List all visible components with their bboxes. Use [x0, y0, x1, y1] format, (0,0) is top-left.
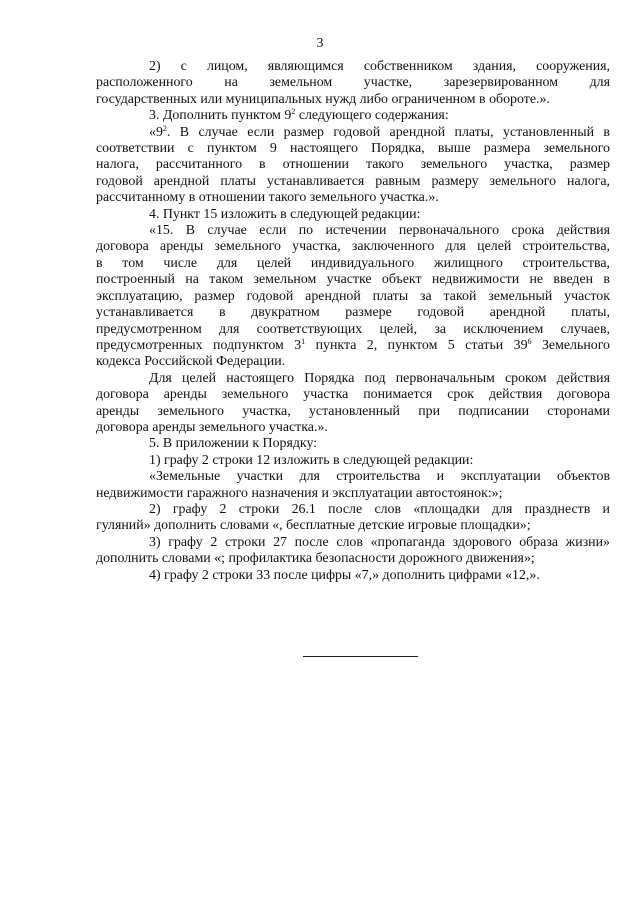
paragraph	[96, 108, 610, 124]
paragraph	[96, 502, 610, 535]
text-line: в том числе для целей индивидуального жилищного строительства,	[96, 255, 610, 271]
text-line: договора аренды земельного участка, заключенного для целей строительства,	[96, 239, 610, 255]
text-line: устанавливается в двукратном размере годовой арендной платы,	[96, 305, 610, 321]
paragraph	[96, 453, 610, 469]
text-line: 4) графу 2 строки 33 после цифры «7,» дополнить цифрами «12,».	[149, 567, 540, 583]
text-line: государственных или муниципальных нужд либо ограниченном в обороте.».	[96, 91, 550, 107]
text-line: предусмотренных подпунктом $3^1$ пункта 2, пунктом 5 статьи $39^6$ Земельного	[96, 336, 610, 353]
text-line: соответствии с пунктом 9 настоящего Порядка, выше размера земельного	[96, 141, 610, 157]
text-line: договора аренды земельного участка.».	[96, 419, 328, 435]
text-line: построенный на таком земельном участке объект недвижимости не введен в	[96, 272, 610, 288]
paragraph	[96, 568, 610, 584]
text-line: 1) графу 2 строки 12 изложить в следующей редакции:	[149, 452, 474, 468]
text-line: налога, рассчитанного в отношении такого земельного участка, размер	[96, 157, 610, 173]
text-line: 4. Пункт 15 изложить в следующей редакции:	[149, 206, 421, 222]
text-line: 3. Дополнить пунктом $9^2$ следующего содержания:	[149, 107, 449, 124]
paragraph	[96, 125, 610, 207]
paragraph	[96, 223, 610, 371]
paragraph	[96, 207, 610, 223]
text-line: «$9^2$. В случае если размер годовой арендной платы, установленный в	[149, 123, 610, 140]
paragraph	[96, 469, 610, 502]
paragraph	[96, 59, 610, 108]
text-line: «15. В случае если по истечении первоначального срока действия	[149, 223, 610, 239]
text-line: дополнить словами «; профилактика безопасности дорожного движения»;	[96, 551, 535, 567]
text-line: «Земельные участки для строительства и эксплуатации объектов	[149, 469, 610, 485]
text-line: 3) графу 2 строки 27 после слов «пропаганда здорового образа жизни»	[149, 534, 610, 550]
text-line: недвижимости гаражного назначения и эксплуатации автостоянок:»;	[96, 485, 503, 501]
text-line: кодекса Российской Федерации.	[96, 354, 286, 370]
text-line: аренды земельного участка, установленный при подписании сторонами	[96, 403, 610, 419]
text-line: годовой арендной платы устанавливается равным размеру земельного налога,	[96, 173, 610, 189]
text-line: договора аренды земельного участка понимается срок действия договора	[96, 387, 610, 403]
text-line: Для целей настоящего Порядка под первоначальным сроком действия	[149, 370, 610, 386]
paragraph	[96, 371, 610, 437]
text-line: предусмотренном для соответствующих целей, за исключением случаев,	[96, 321, 610, 337]
text-line: эксплуатацию, размер годовой арендной платы за такой земельный участок	[96, 288, 610, 304]
text-line: 2) с лицом, являющимся собственником здания, сооружения,	[149, 59, 610, 74]
document-body	[96, 59, 610, 584]
text-line: гуляний» дополнить словами «, бесплатные детские игровые площадки»;	[96, 518, 531, 534]
separator-line	[303, 656, 418, 657]
text-line: 5. В приложении к Порядку:	[149, 436, 318, 452]
paragraph	[96, 436, 610, 452]
text-line: рассчитанному в отношении такого земельного участка.».	[96, 190, 439, 206]
paragraph	[96, 535, 610, 568]
text-line: расположенного на земельном участке, зарезервированном для	[96, 75, 610, 91]
page-number: 3	[316, 36, 324, 51]
text-line: 2) графу 2 строки 26.1 после слов «площадки для празднеств и	[149, 501, 610, 517]
